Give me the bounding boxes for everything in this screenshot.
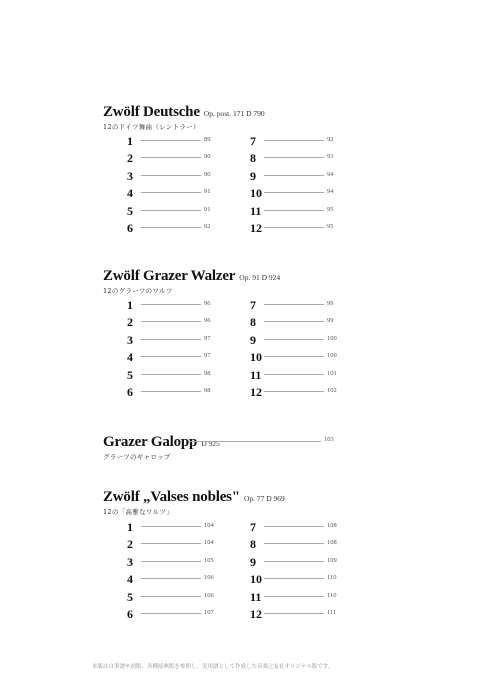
page-number: 110 (327, 574, 337, 582)
section-title: Zwölf Deutsche (103, 104, 200, 120)
opus-number: Op. 91 D 924 (239, 273, 281, 282)
leader-line (141, 192, 201, 193)
leader-line (141, 140, 201, 141)
toc-entry[interactable] (250, 385, 465, 397)
leader-line (141, 157, 201, 158)
page-number: 90 (204, 170, 211, 178)
leader-line (264, 596, 324, 597)
leader-line (141, 321, 201, 322)
leader-line (264, 210, 324, 211)
toc-entry[interactable] (250, 350, 465, 365)
page-number: 100 (327, 334, 337, 342)
leader-line (264, 561, 324, 562)
leader-line (141, 526, 201, 527)
page-number: 90 (204, 153, 211, 161)
page-number: 96 (204, 317, 211, 325)
opus-number: D 925 (201, 439, 220, 448)
leader-line (264, 339, 324, 340)
piece-number: 8 (250, 151, 256, 166)
piece-number: 11 (250, 589, 262, 604)
page-number: 95 (327, 205, 334, 213)
section-heading (103, 486, 343, 506)
piece-number: 12 (250, 385, 262, 399)
piece-number: 12 (250, 221, 262, 235)
page-number: 111 (327, 609, 337, 616)
piece-number: 8 (250, 537, 256, 552)
leader-line (141, 578, 201, 579)
page-number: 106 (204, 574, 214, 582)
leader-line (264, 321, 324, 322)
piece-number: 9 (250, 554, 256, 569)
leader-line (264, 391, 324, 392)
leader-line (264, 543, 324, 544)
piece-number: 9 (250, 332, 256, 347)
piece-number: 11 (250, 203, 262, 218)
page-number: 109 (327, 556, 337, 564)
section-heading (103, 265, 343, 285)
toc-entry[interactable] (250, 572, 465, 587)
leader-line (141, 391, 201, 392)
page-number: 101 (327, 369, 337, 377)
piece-number: 4 (127, 186, 133, 201)
section-valses-nobles (103, 486, 343, 516)
piece-number: 4 (127, 572, 133, 587)
section-title: Zwölf Grazer Walzer (103, 268, 236, 284)
piece-number: 6 (127, 221, 133, 235)
leader-line (264, 526, 324, 527)
toc-entry[interactable] (250, 151, 465, 166)
page-number: 103 (324, 436, 334, 443)
section-grazer-walzer (103, 265, 343, 295)
page-number: 100 (327, 352, 337, 360)
page-number: 108 (327, 522, 337, 529)
leader-line (264, 613, 324, 614)
page-number: 94 (327, 170, 334, 178)
section-subtitle: 12のグラーツのワルツ (103, 287, 173, 295)
page-number: 94 (327, 188, 334, 196)
page-number: 108 (327, 539, 337, 547)
piece-number: 4 (127, 350, 133, 365)
page-number: 92 (204, 223, 211, 230)
page-number: 98 (204, 387, 211, 394)
section-subtitle: 12のドイツ舞曲（レントラー） (103, 123, 200, 131)
leader-line (141, 304, 201, 305)
page-number: 99 (327, 317, 334, 325)
opus-number: Op. 77 D 969 (243, 494, 285, 503)
section-subtitle: 12の「高雅なワルツ」 (103, 508, 173, 516)
leader-line (141, 613, 201, 614)
page-number: 89 (204, 136, 211, 143)
piece-number: 1 (127, 134, 133, 148)
piece-number: 5 (127, 589, 133, 604)
leader-line (141, 339, 201, 340)
toc-entry[interactable] (250, 134, 465, 146)
leader-line (264, 356, 324, 357)
leader-line (141, 356, 201, 357)
piece-number: 3 (127, 554, 133, 569)
toc-entry[interactable] (250, 315, 465, 330)
page-number: 96 (204, 300, 211, 307)
leader-line (141, 596, 201, 597)
leader-line (141, 210, 201, 211)
piece-number: 10 (250, 186, 262, 201)
page-number: 92 (327, 136, 334, 143)
page-number: 97 (204, 352, 211, 360)
piece-number: 5 (127, 203, 133, 218)
section-title: Grazer Galopp (103, 434, 198, 450)
piece-number: 2 (127, 537, 133, 552)
toc-entry[interactable] (250, 221, 465, 233)
piece-number: 3 (127, 168, 133, 183)
piece-number: 10 (250, 350, 262, 365)
page-number: 91 (204, 205, 211, 213)
section-grazer-galopp (103, 431, 343, 461)
page-number: 95 (327, 223, 334, 230)
page-number: 107 (204, 609, 214, 616)
leader-line (264, 175, 324, 176)
page-number: 98 (204, 369, 211, 377)
toc-entry[interactable] (250, 555, 465, 567)
leader-line (141, 227, 201, 228)
page-number: 91 (204, 188, 211, 196)
toc-entry[interactable] (250, 520, 465, 532)
leader-line (141, 543, 201, 544)
piece-number: 1 (127, 298, 133, 312)
toc-entry[interactable] (250, 204, 465, 216)
opus-number: Op. post. 171 D 790 (203, 109, 265, 118)
leader-line (264, 374, 324, 375)
piece-number: 7 (250, 520, 256, 534)
piece-number: 6 (127, 607, 133, 621)
leader-line (264, 304, 324, 305)
piece-number: 10 (250, 572, 262, 587)
toc-entry[interactable] (250, 590, 465, 602)
footer-note: 本版は自筆譜や初版、各種原典版を参照し、実用譜として作成した音楽之友社オリジナル版です。 (92, 664, 334, 670)
piece-number: 9 (250, 168, 256, 183)
piece-number: 6 (127, 385, 133, 399)
piece-number: 5 (127, 367, 133, 382)
page-number: 110 (327, 591, 337, 599)
page-number: 93 (327, 153, 334, 161)
section-title: Zwölf „Valses nobles" (103, 489, 240, 505)
leader-line (141, 175, 201, 176)
toc-entry[interactable] (250, 537, 465, 552)
page-number: 104 (204, 539, 214, 547)
piece-number: 8 (250, 315, 256, 330)
toc-entry[interactable] (250, 186, 465, 201)
page-number: 104 (204, 522, 214, 529)
leader-line (264, 227, 324, 228)
piece-number: 3 (127, 332, 133, 347)
piece-number: 7 (250, 298, 256, 312)
leader-line (264, 578, 324, 579)
section-zwoelf-deutsche (103, 101, 343, 131)
piece-number: 1 (127, 520, 133, 534)
toc-entry[interactable] (250, 298, 465, 310)
page-number: 106 (204, 591, 214, 599)
piece-number: 2 (127, 315, 133, 330)
leader-line (141, 561, 201, 562)
section-heading (103, 101, 343, 121)
piece-number: 12 (250, 607, 262, 621)
page-number: 102 (327, 387, 337, 394)
page-number: 99 (327, 300, 334, 307)
piece-number: 11 (250, 367, 262, 382)
leader-line (189, 441, 321, 442)
leader-line (141, 374, 201, 375)
toc-entry[interactable] (250, 333, 465, 345)
leader-line (264, 157, 324, 158)
piece-number: 7 (250, 134, 256, 148)
section-subtitle: グラーツのギャロップ (103, 453, 171, 461)
toc-entry[interactable] (250, 169, 465, 181)
page-number: 105 (204, 556, 214, 564)
toc-entry[interactable] (250, 368, 465, 380)
leader-line (264, 192, 324, 193)
toc-entry[interactable] (250, 607, 465, 619)
page-number: 97 (204, 334, 211, 342)
piece-number: 2 (127, 151, 133, 166)
leader-line (264, 140, 324, 141)
